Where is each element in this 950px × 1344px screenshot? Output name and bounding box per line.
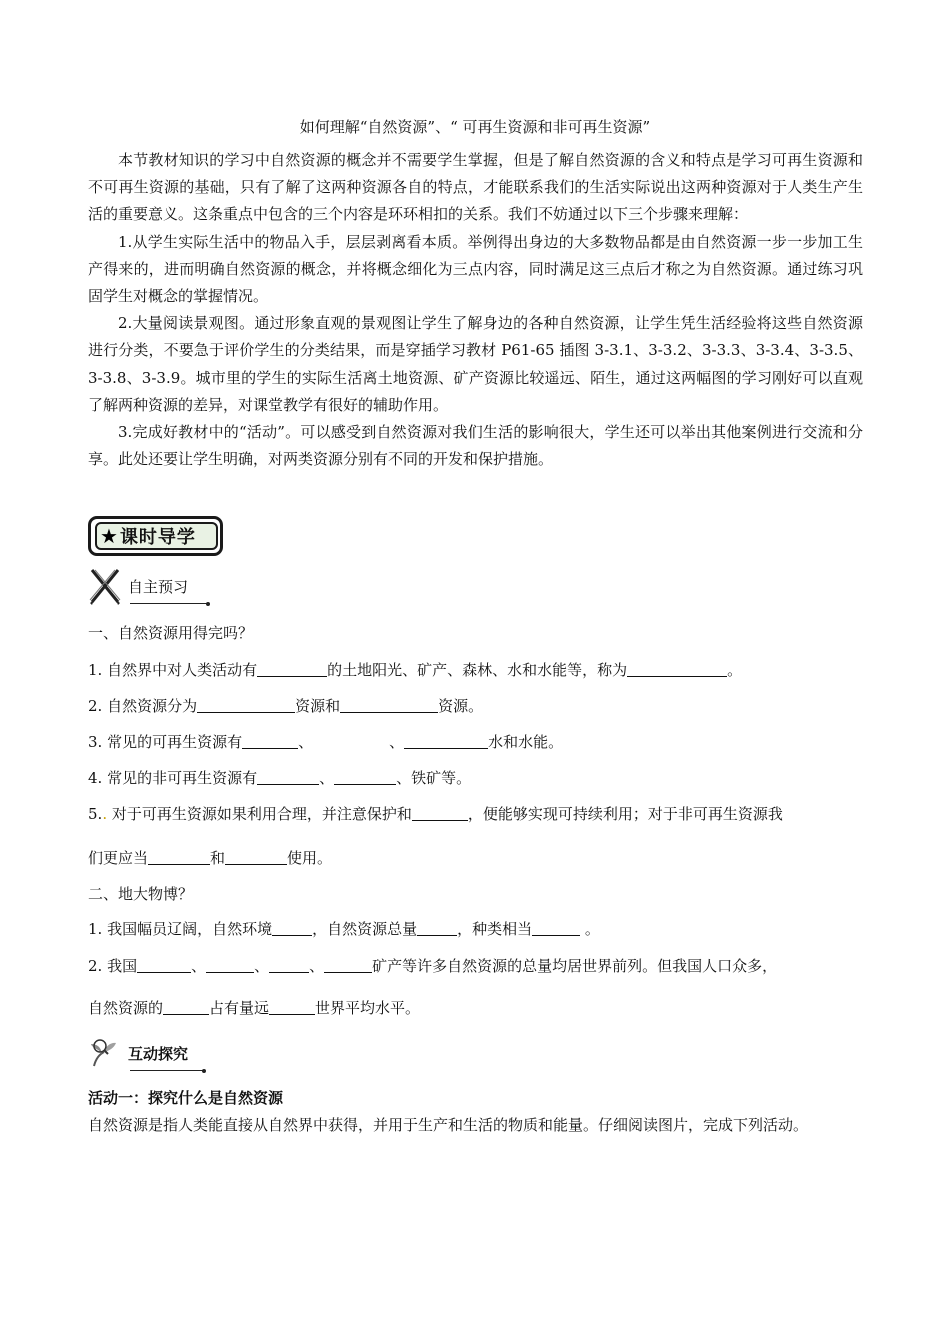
answer-blank[interactable] xyxy=(269,958,309,973)
question-text: 2. 我国 xyxy=(88,957,138,975)
question-text: 占有量远 xyxy=(209,999,270,1017)
heading-dot xyxy=(206,602,210,606)
heading-underline xyxy=(130,1070,204,1071)
section-heading-label xyxy=(128,1043,188,1064)
answer-blank[interactable] xyxy=(257,770,319,785)
question-text: 和 xyxy=(210,849,226,867)
answer-blank[interactable] xyxy=(334,770,396,785)
banner-label: 课时导学 xyxy=(119,527,196,548)
answer-blank[interactable] xyxy=(148,850,210,865)
intro-paragraph: 1.从学生实际生活中的物品入手，层层剥离看本质。举例得出身边的大多数物品都是由自然资源一步一步加工生产得来的，进而明确自然资源的概念，并将概念细化为三点内容，同时满足这三点后才称之为自然资源。通过练习巩固学生对概念的掌握情况。 xyxy=(88,232,863,306)
question-number: 5. xyxy=(88,805,103,823)
answer-blank[interactable] xyxy=(269,1000,315,1015)
answer-blank[interactable] xyxy=(404,734,488,749)
section-heading-text: 自主预习 xyxy=(128,577,189,596)
answer-blank[interactable] xyxy=(137,958,191,973)
question-text: 的土地阳光、矿产、森林、水和水能等，称为 xyxy=(327,661,628,679)
question-text: 自然资源的 xyxy=(88,999,164,1017)
question-text: 、 xyxy=(298,733,314,751)
intro-paragraph: 本节教材知识的学习中自然资源的概念并不需要学生掌握，但是了解自然资源的含义和特点是学习可再生资源和不可再生资源的基础，只有了解了这两种资源各自的特点，才能联系我们的生活实际说出这两种资源对于人类生产生活的重要意义。这条重点中包含的三个内容是环环相扣的关系。我们不妨通过以下三个步骤来理解： xyxy=(88,151,863,224)
question-line xyxy=(88,847,878,868)
question-text: 资源和 xyxy=(295,697,341,715)
part1-heading: 一、自然资源用得完吗？ xyxy=(88,624,254,642)
question-text: 矿产等许多自然资源的总量均居世界前列。但我国人口众多， xyxy=(372,957,778,975)
question-line xyxy=(88,955,878,976)
answer-blank[interactable] xyxy=(412,806,468,821)
section-heading-text: 互动探究 xyxy=(128,1044,189,1063)
question-text: 资源。 xyxy=(438,697,484,715)
question-line xyxy=(88,918,878,939)
question-line xyxy=(88,997,878,1018)
question-text: 3. 常见的可再生资源有 xyxy=(88,733,243,751)
intro-paragraph: 2.大量阅读景观图。通过形象直观的景观图让学生了解身边的各种自然资源，让学生凭生活经验将这些自然资源进行分类，不要急于评价学生的分类结果，而是穿插学习教材 P61-65 插图 3-3.1、3-3.2、3-3.3、3-3.4、3-3.5、3-3.8、3-3.9。城市里的学生的实际生活离土地资源、矿产资源比较遥远、陌生，通过这两幅图的学习刚好可以直观了解两种资源的差异，对课堂教学有很好的辅助作用。 xyxy=(88,314,863,414)
activity-text: 自然资源是指人类能直接从自然界中获得，并用于生产和生活的物质和能量。仔细阅读图片，完成下列活动。 xyxy=(88,1116,809,1134)
question-text: 、 xyxy=(319,769,335,787)
question-text: 、 xyxy=(389,733,405,751)
question-text: 使用。 xyxy=(287,849,333,867)
banner-inner xyxy=(95,522,218,550)
lesson-guide-banner xyxy=(88,516,223,556)
question-text: 、 xyxy=(309,957,325,975)
question-text: 对于可再生资源如果利用合理，并注意保护和 xyxy=(107,805,412,823)
crossed-pencils-icon xyxy=(88,567,122,605)
interactive-inquiry-heading xyxy=(88,1036,188,1070)
question-text: 1. 我国幅员辽阔，自然环境 xyxy=(88,920,273,938)
question-text: 。 xyxy=(580,920,600,938)
question-line xyxy=(88,695,878,716)
question-text: 2. 自然资源分为 xyxy=(88,697,198,715)
question-text: 1. 自然界中对人类活动有 xyxy=(88,661,258,679)
answer-blank[interactable] xyxy=(340,698,438,713)
question-text: 水和水能。 xyxy=(488,733,564,751)
question-text: 们更应当 xyxy=(88,849,149,867)
answer-blank[interactable] xyxy=(242,734,298,749)
answer-blank[interactable] xyxy=(163,1000,209,1015)
question-text: 世界平均水平。 xyxy=(315,999,421,1017)
question-line xyxy=(88,803,878,824)
answer-blank[interactable] xyxy=(627,662,727,677)
question-line xyxy=(88,659,878,680)
answer-blank[interactable] xyxy=(225,850,287,865)
question-text: 。 xyxy=(727,661,743,679)
answer-blank[interactable] xyxy=(206,958,254,973)
question-text: 、 xyxy=(254,957,270,975)
question-line xyxy=(88,731,878,752)
heading-underline xyxy=(130,603,208,604)
star-icon: ★ xyxy=(100,524,118,548)
heading-dot xyxy=(202,1069,206,1073)
activity-title: 活动一：探究什么是自然资源 xyxy=(88,1089,284,1107)
question-text: ，种类相当 xyxy=(457,920,533,938)
answer-blank[interactable] xyxy=(257,662,327,677)
answer-blank[interactable] xyxy=(417,921,457,936)
answer-blank[interactable] xyxy=(197,698,295,713)
intro-paragraph: 3.完成好教材中的“活动”。可以感受到自然资源对我们生活的影响很大，学生还可以举出其他案例进行交流和分享。此处还要让学生明确，对两类资源分别有不同的开发和保护措施。 xyxy=(88,423,863,469)
page-title: 如何理解“自然资源”、“ 可再生资源和非可再生资源” xyxy=(299,118,651,136)
question-line xyxy=(88,767,878,788)
question-text: ，自然资源总量 xyxy=(312,920,418,938)
answer-blank[interactable] xyxy=(324,958,372,973)
section-heading-label xyxy=(128,576,188,597)
self-study-heading xyxy=(88,567,188,605)
question-number-dot: . xyxy=(102,805,108,823)
magnifier-plant-icon xyxy=(88,1036,122,1070)
question-text: 4. 常见的非可再生资源有 xyxy=(88,769,258,787)
answer-blank[interactable] xyxy=(532,921,580,936)
intro-text xyxy=(88,147,863,473)
answer-blank[interactable] xyxy=(272,921,312,936)
question-text: 、铁矿等。 xyxy=(396,769,472,787)
part2-heading: 二、地大物博？ xyxy=(88,885,194,903)
question-text: 、 xyxy=(191,957,207,975)
question-text: ，便能够实现可持续利用；对于非可再生资源我 xyxy=(467,805,783,823)
